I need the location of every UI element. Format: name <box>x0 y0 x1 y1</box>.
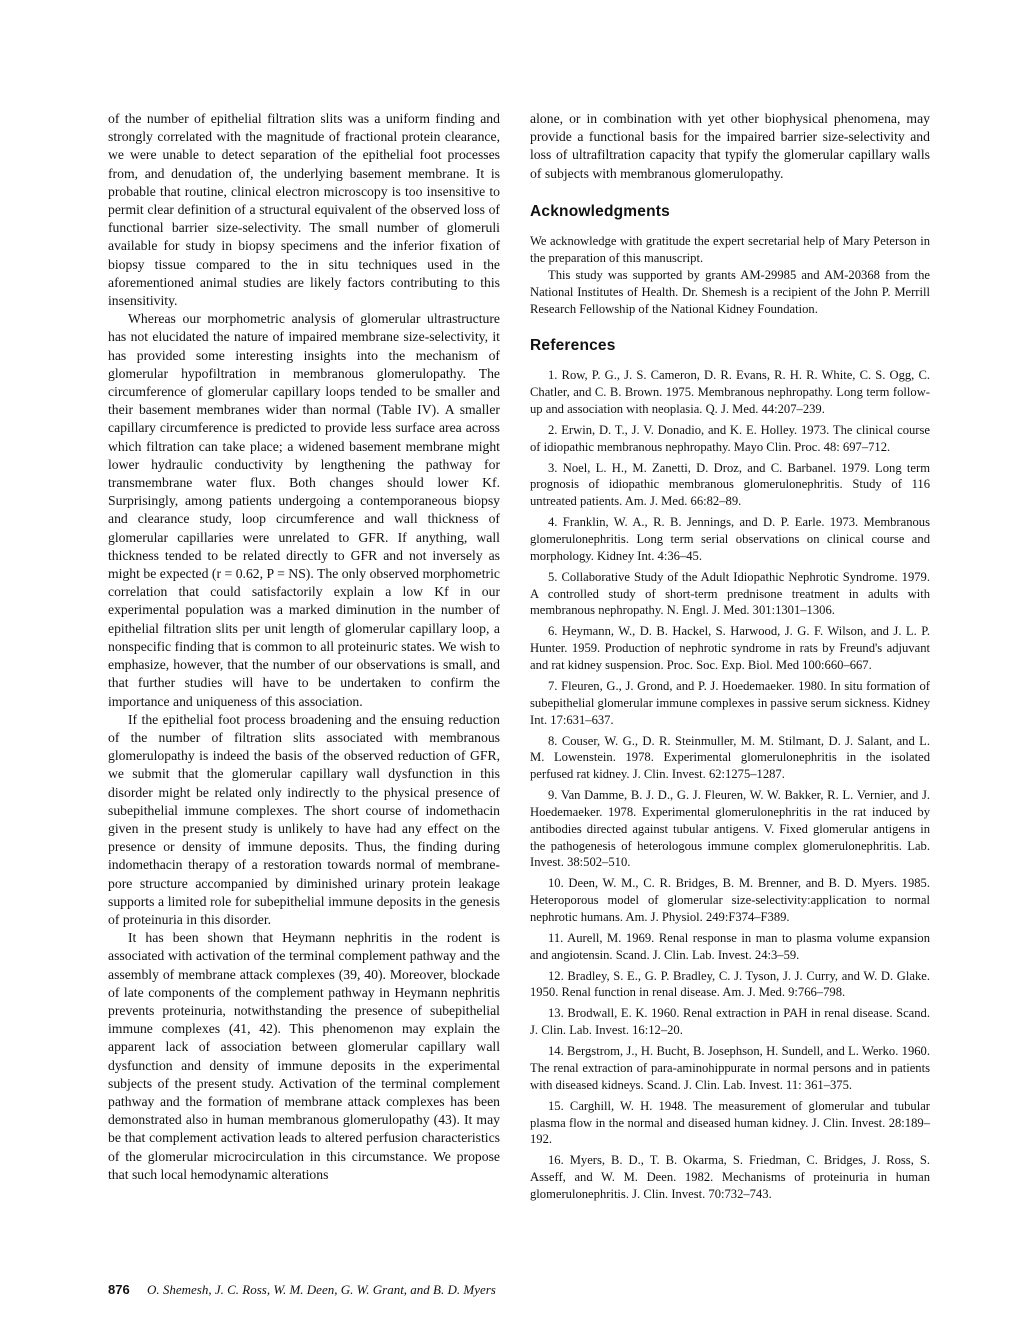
acknowledgment-paragraph-1: We acknowledge with gratitude the expert secretarial help of Mary Peterson in the preparation of this manuscript. <box>530 233 930 265</box>
reference-item: 9. Van Damme, B. J. D., G. J. Fleuren, W. W. Bakker, R. L. Vernier, and J. Hoedemaeker. 1978. Experimental glomerulonephritis in the rat induced by antibodies directed against tubular antigens. V. Fixed glomerular antigens in the pathogenesis of heterologous immune complex glomerulonephritis. Lab. Invest. 38:502–510. <box>530 788 930 870</box>
reference-item: 15. Carghill, W. H. 1948. The measurement of glomerular and tubular plasma flow in the normal and diseased human kidney. J. Clin. Invest. 28:189–192. <box>530 1098 930 1147</box>
reference-item: 5. Collaborative Study of the Adult Idiopathic Nephrotic Syndrome. 1979. A controlled study of short-term prednisone treatment in adults with membranous nephropathy. N. Engl. J. Med. 301:1301–1306. <box>530 569 930 618</box>
reference-item: 11. Aurell, M. 1969. Renal response in man to plasma volume expansion and angiotensin. Scand. J. Clin. Lab. Invest. 24:3–59. <box>530 930 930 962</box>
reference-item: 7. Fleuren, G., J. Grond, and P. J. Hoedemaeker. 1980. In situ formation of subepithelial glomerular immune complexes in passive serum sickness. Kidney Int. 17:631–637. <box>530 679 930 727</box>
left-column <box>108 110 500 1184</box>
references-heading: References <box>530 337 616 355</box>
reference-item: 12. Bradley, S. E., G. P. Bradley, C. J. Tyson, J. J. Curry, and W. D. Glake. 1950. Renal function in renal disease. Am. J. Med. 9:766–798. <box>530 968 930 1000</box>
reference-item: 10. Deen, W. M., C. R. Bridges, B. M. Brenner, and B. D. Myers. 1985. Heteroporous model of glomerular size-selectivity:application to normal nephrotic humans. Am. J. Physiol. 249:F374–F389. <box>530 876 930 924</box>
reference-item: 1. Row, P. G., J. S. Cameron, D. R. Evans, R. H. R. White, C. S. Ogg, C. Chatler, and C. B. Brown. 1975. Membranous nephropathy. Long term follow-up and association with neoplasia. Q. J. Med. 44:207–239. <box>530 368 930 416</box>
reference-list <box>530 367 930 1202</box>
body-paragraph-4: It has been shown that Heymann nephritis in the rodent is associated with activation of the terminal complement pathway and the assembly of membrane attack complexes (39, 40). Moreover, blockade of late components of the complement pathway in Heymann nephritis prevents proteinuria, notwithstanding the presence of subepithelial immune complexes (41, 42). This phenomenon may explain the apparent lack of association between glomerular capillary wall dysfunction and density of immune deposits in the experimental subjects of the present study. Activation of the terminal complement pathway and the formation of membrane attack complexes has been demonstrated also in human membranous glomerulopathy (43). It may be that complement activation leads to altered perfusion characteristics of the glomerular microcirculation in this circumstance. We propose that such local hemodynamic alterations <box>108 930 500 1182</box>
reference-item: 4. Franklin, W. A., R. B. Jennings, and D. P. Earle. 1973. Membranous glomerulonephritis. Long term serial observations on clinical course and morphology. Kidney Int. 4:36–45. <box>530 515 930 563</box>
body-paragraph-2: Whereas our morphometric analysis of glomerular ultrastructure has not elucidated the nature of impaired membrane size-selectivity, it has provided some interesting insights into the mechanism of glomerular hypofiltration in membranous glomerulopathy. The circumference of glomerular capillary loops tended to be smaller and their basement membranes wider than normal (Table IV). A smaller capillary circumference is predicted to provide less surface area across which filtration can take place; a widened basement membrane might lower hydraulic conductivity by lengthening the pathway for transmembrane water flux. Both changes should lower Kf. Surprisingly, among patients undergoing a contemporaneous biopsy and clearance study, loop circumference and wall thickness of glomerular capillaries were unrelated to GFR. If anything, wall thickness tended to be related directly to GFR and not inversely as might be expected (r = 0.62, P = NS). The only observed morphometric correlation that could satisfactorily explain a low Kf in our experimental population was a marked diminution in the number of epithelial filtration slits per unit length of glomerular capillary loop, a nonspecific finding that is common to all proteinuric states. We wish to emphasize, however, that the number of our observations is small, and that further studies will have to be undertaken to confirm the importance and uniqueness of this association. <box>108 311 500 709</box>
page-footer <box>108 1282 496 1298</box>
page-number: 876 <box>108 1282 130 1297</box>
acknowledgment-paragraph-2: This study was supported by grants AM-29985 and AM-20368 from the National Institutes of Health. Dr. Shemesh is a recipient of the John P. Merrill Research Fellowship of the National Kidney Foundation. <box>530 268 930 316</box>
reference-item: 6. Heymann, W., D. B. Hackel, S. Harwood, J. G. F. Wilson, and J. L. P. Hunter. 1959. Production of nephrotic syndrome in rats by Freund's adjuvant and rat kidney suspension. Proc. Soc. Exp. Biol. Med 100:660–667. <box>530 624 930 673</box>
body-paragraph-5: alone, or in combination with yet other biophysical phenomena, may provide a functional basis for the impaired barrier size-selectivity and loss of ultrafiltration capacity that typify the glomerular capillary walls of subjects with membranous glomerulopathy. <box>530 111 930 181</box>
reference-item: 2. Erwin, D. T., J. V. Donadio, and K. E. Holley. 1973. The clinical course of idiopathic membranous nephropathy. Mayo Clin. Proc. 48: 697–712. <box>530 422 930 454</box>
reference-item: 3. Noel, L. H., M. Zanetti, D. Droz, and C. Barbanel. 1979. Long term prognosis of idiopathic membranous glomerulonephritis. Study of 116 untreated patients. Am. J. Med. 66:82–89. <box>530 460 930 509</box>
reference-item: 8. Couser, W. G., D. R. Steinmuller, M. M. Stilmant, D. J. Salant, and L. M. Lowenstein. 1978. Experimental glomerulonephritis in the isolated perfused rat kidney. J. Clin. Invest. 62:1275–1287. <box>530 733 930 782</box>
running-authors: O. Shemesh, J. C. Ross, W. M. Deen, G. W. Grant, and B. D. Myers <box>146 1282 496 1297</box>
reference-item: 16. Myers, B. D., T. B. Okarma, S. Friedman, C. Bridges, J. Ross, S. Asseff, and W. M. Deen. 1982. Mechanisms of proteinuria in human glomerulonephritis. J. Clin. Invest. 70:732–743. <box>530 1153 930 1201</box>
body-paragraph-3: If the epithelial foot process broadening and the ensuing reduction of the number of filtration slits associated with membranous glomerulopathy is indeed the basis of the observed reduction of GFR, we submit that the glomerular capillary wall dysfunction in this disorder might be related only indirectly to the physical presence of subepithelial immune complexes. The short course of indomethacin given in the present study is unlikely to have had any effect on the presence or density of immune deposits. Thus, the finding during indomethacin therapy of a restoration towards normal of membrane-pore structure accompanied by diminished urinary protein leakage supports a limited role for subepithelial immune deposits in the genesis of proteinuria in this disorder. <box>108 711 500 927</box>
right-column <box>530 110 930 1207</box>
reference-item: 13. Brodwall, E. K. 1960. Renal extraction in PAH in renal disease. Scand. J. Clin. Lab. Invest. 16:12–20. <box>530 1006 930 1038</box>
reference-item: 14. Bergstrom, J., H. Bucht, B. Josephson, H. Sundell, and L. Werko. 1960. The renal extraction of para-aminohippurate in normal persons and in patients with diseased kidneys. Scand. J. Clin. Lab. Invest. 11: 361–375. <box>530 1044 930 1092</box>
acknowledgments-heading: Acknowledgments <box>530 202 670 220</box>
body-paragraph-1: of the number of epithelial filtration slits was a uniform finding and strongly correlated with the magnitude of fractional protein clearance, we were unable to detect separation of the epithelial foot processes from, and denudation of, the underlying basement membrane. It is probable that routine, clinical electron microscopy is too insensitive to permit clear definition of a structural equivalent of the observed loss of functional barrier size-selectivity. The small number of glomeruli available for study in biopsy specimens and the inferior fixation of biopsy tissue compared to the in situ techniques used in the aforementioned animal studies are likely factors contributing to this insensitivity. <box>108 111 500 309</box>
